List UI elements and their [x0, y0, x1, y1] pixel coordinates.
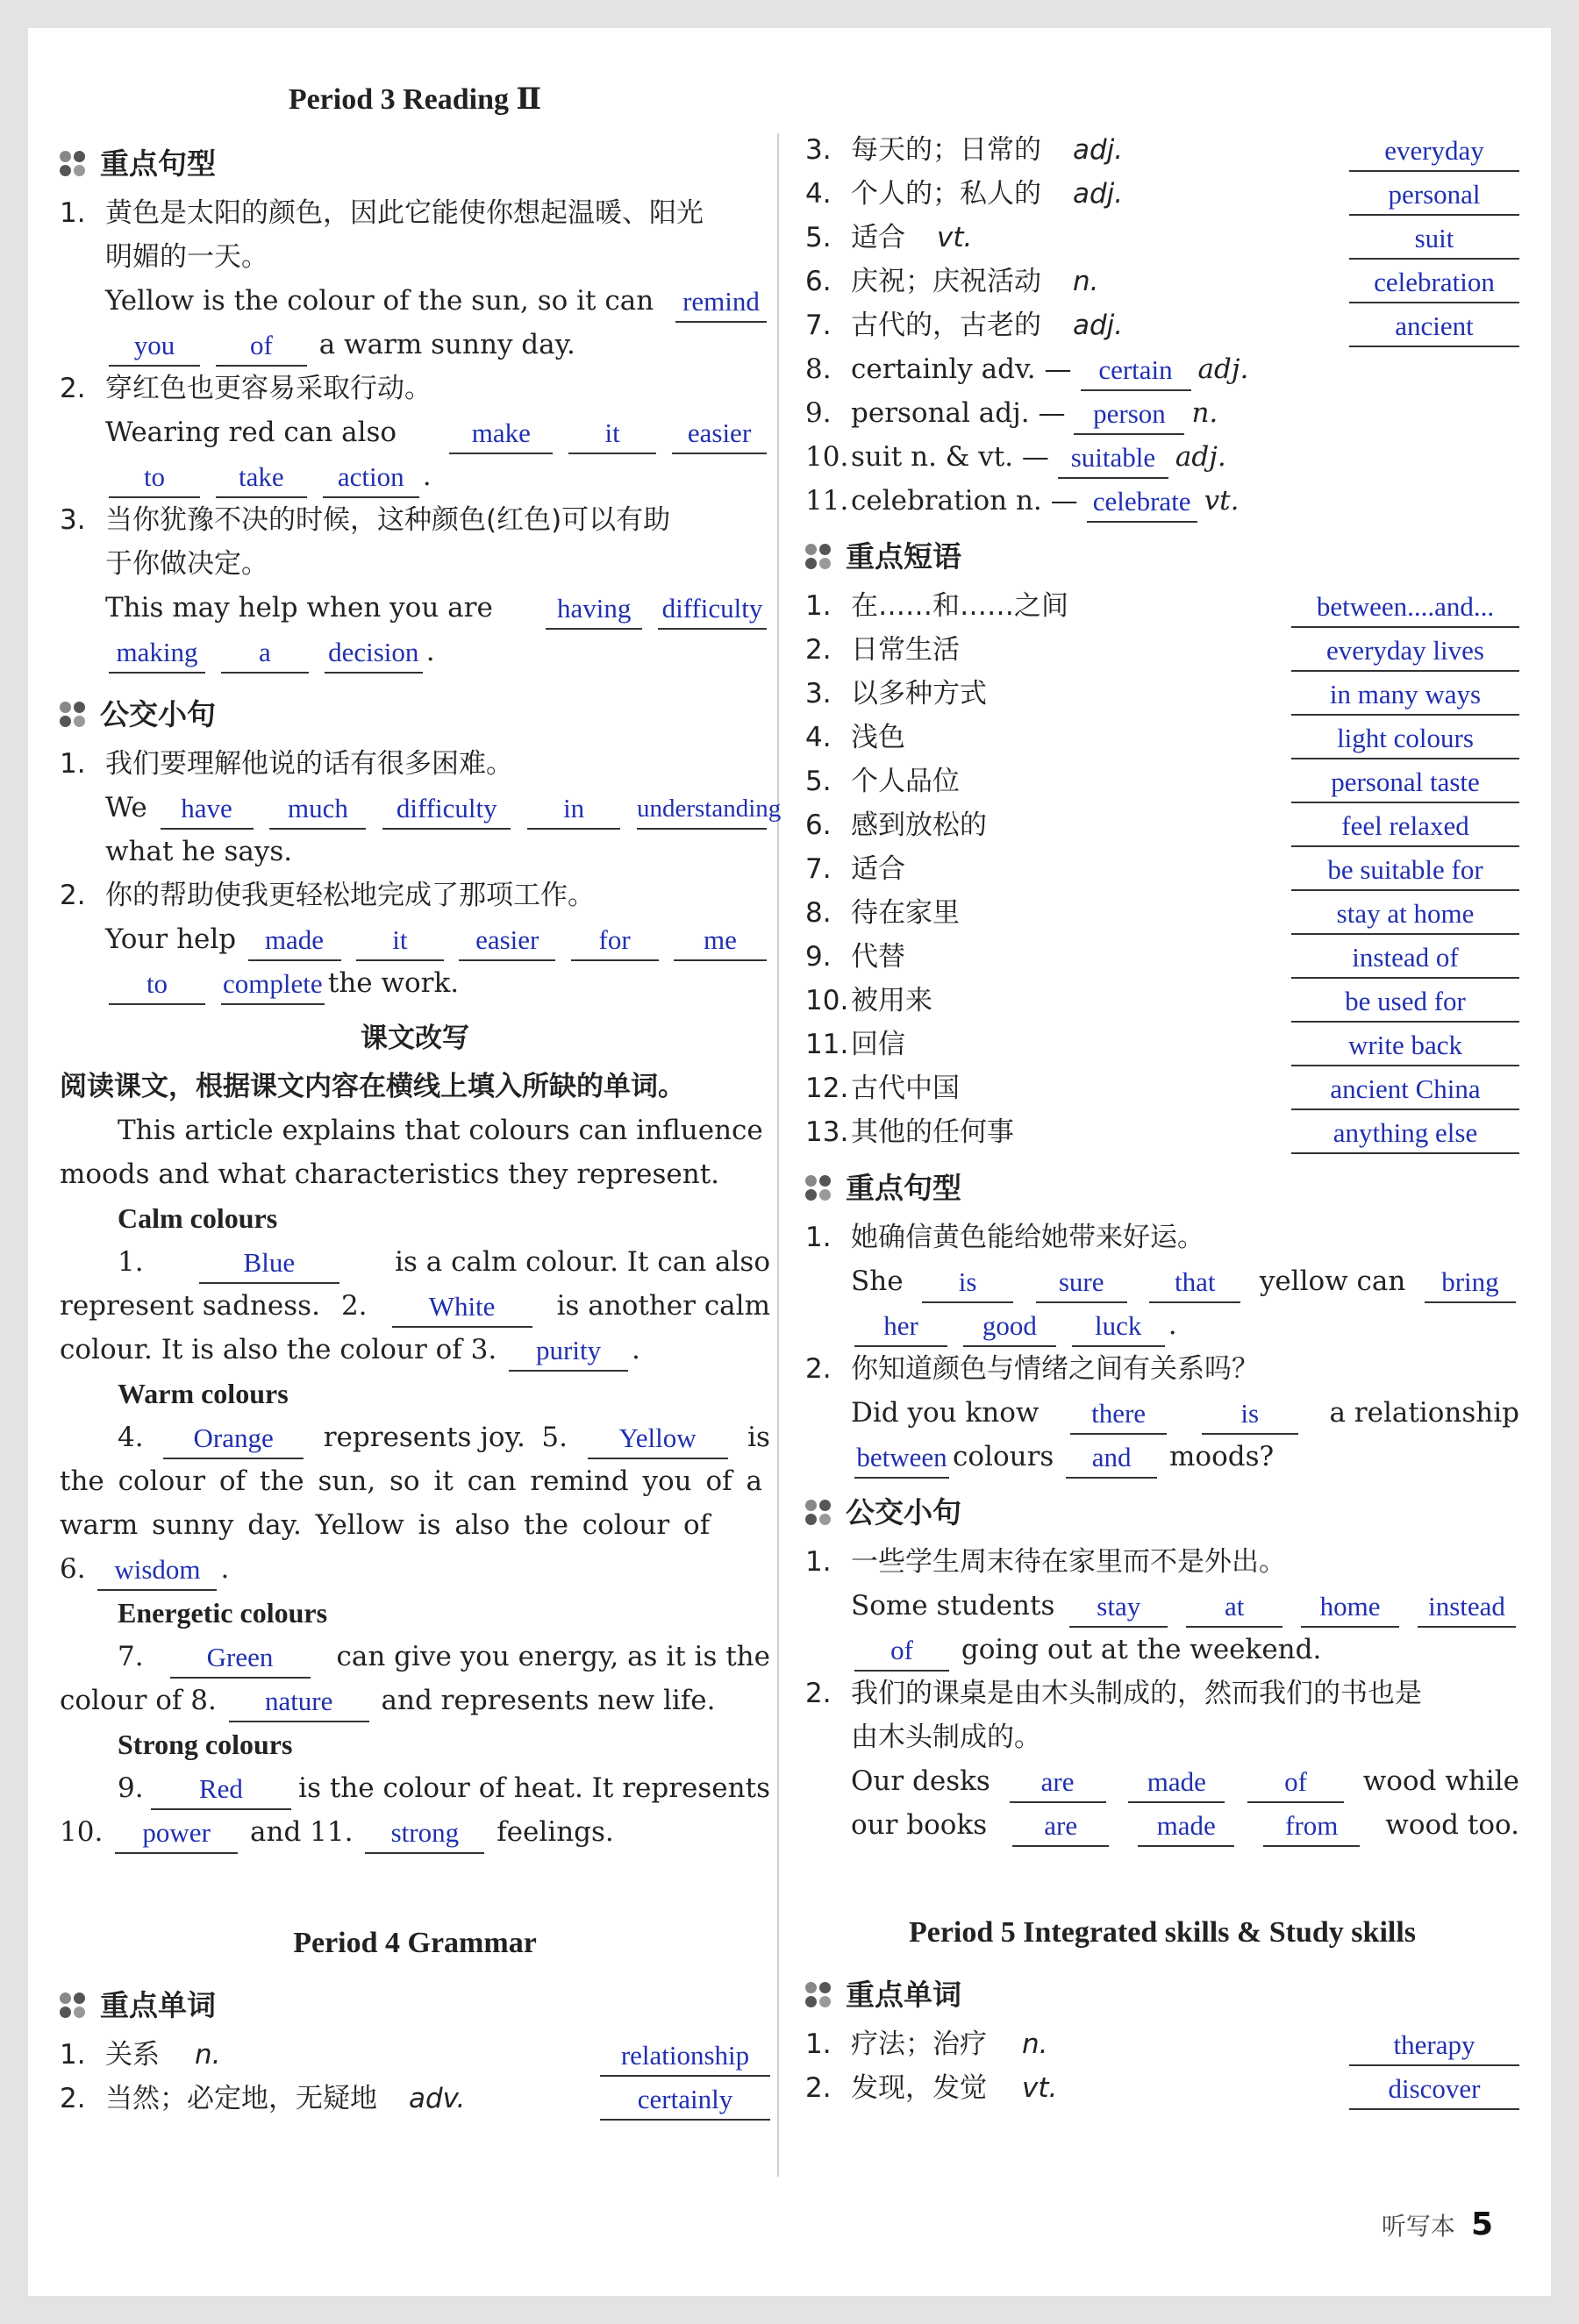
answer-blank: White	[392, 1289, 532, 1328]
section-key-words: 重点单词	[60, 1978, 770, 2033]
answer-blank: decision	[325, 635, 423, 674]
phrase-cn: 回信	[851, 1029, 905, 1060]
sentence-cn: 她确信黄色能给她带来好运。	[851, 1222, 1204, 1253]
answer-blank: celebrate	[1087, 484, 1197, 523]
passage-text: is a calm colour. It can also	[395, 1246, 770, 1278]
section-bullet-icon	[805, 1175, 835, 1201]
answer-blank: action	[323, 460, 419, 498]
sentence-en: Your help	[105, 923, 237, 955]
phrase-cn: 被用来	[851, 985, 932, 1016]
passage-text: colour. It is also the colour of 3.	[60, 1334, 497, 1365]
section-key-sentences: 重点句型	[60, 137, 770, 191]
answer-blank: everyday lives	[1291, 633, 1519, 672]
answer-blank: it	[568, 416, 656, 454]
answer-blank: take	[216, 460, 307, 498]
passage-text: is	[747, 1422, 770, 1453]
sentence-cn: 于你做决定。	[105, 548, 268, 580]
phrase-cn: 其他的任何事	[851, 1116, 1014, 1148]
answer-blank: of	[216, 328, 307, 367]
answer-blank: discover	[1349, 2071, 1519, 2110]
answer-blank: understanding	[637, 791, 767, 830]
answer-blank: stay at home	[1291, 896, 1519, 935]
answer-blank: relationship	[600, 2038, 770, 2077]
answer-blank: making	[109, 635, 205, 674]
passage-text: represents joy.	[323, 1422, 525, 1453]
answer-blank: is	[922, 1265, 1013, 1303]
sentence-en: We	[105, 792, 147, 823]
page-number: 5	[1470, 2206, 1493, 2242]
answer-blank: instead	[1418, 1589, 1516, 1628]
vocab-row: 4. 个人的；私人的 adj. personal	[805, 172, 1519, 216]
answer-blank: you	[109, 328, 200, 367]
workbook-page	[28, 28, 1551, 2296]
answer-blank: light colours	[1291, 721, 1519, 759]
left-column: Period 3 Reading Ⅱ 重点句型 1. 黄色是太阳的颜色，因此它能使你想起温暖、阳光 明媚的一天。 Yellow is the colour of the sun, so it can remind you of a warm sunny day. 2. 穿红色也更容易采取行动。 Wearing red can also make it easier to take action . 3. 当你犹豫不决的时候，这种颜色(红色)可以有助 于你做决定。 This may help when you are having difficulty making a decision . 公交小句 1. 我们要理解他说的话有很多困难。 We have much difficulty in understanding what he says. 2. 你的帮助使我更轻松地完成了那项工作。 Your help made it easier for me to complete the work. 课文改写 阅读课文，根据课文内容在横线上填入所缺的单词。 This article explains that colours can influence moods and what characteristics they represent. Calm colours 1. Blue is a calm colour. It can also represent sadness. 2. White is another calm colour. It is also the colour of 3. purity . Warm colours 4. Orange represents joy. 5. Yellow is the colour of the sun, so it can remind you of a warm sunny day. Yellow is also the colour of 6. wisdom . Energetic colours 7. Green can give you energy, as it is the colour of 8. nature and represents new life. Strong colours 9. Red is the colour of heat. It represents 10. power and 11. strong feelings. Period 4 Grammar 重点单词 1. 关系 n. relationship 2. 当然；必定地，无疑地 adv. certainly	[60, 28, 770, 2296]
vocab-cn: 疗法；治疗	[851, 2028, 987, 2060]
answer-blank: person	[1074, 396, 1184, 435]
column-divider	[777, 133, 779, 2177]
rewrite-title: 课文改写	[361, 1023, 469, 1054]
phrase-row: 13. 其他的任何事 anything else	[805, 1110, 1519, 1154]
answer-blank: Yellow	[588, 1421, 728, 1459]
answer-blank: easier	[459, 923, 555, 961]
period5-title: Period 5 Integrated skills & Study skills	[908, 1916, 1417, 1949]
vocab-row: 3. 每天的；日常的 adj. everyday	[805, 128, 1519, 172]
answer-blank: at	[1186, 1589, 1282, 1628]
phrase-row: 4. 浅色 light colours	[805, 716, 1519, 759]
answer-blank: Green	[170, 1640, 311, 1679]
sentence-en: the work.	[327, 967, 460, 999]
vocab-cn: 个人的；私人的	[851, 178, 1041, 210]
answer-blank: Blue	[199, 1245, 339, 1284]
answer-blank: me	[674, 923, 767, 961]
rewrite-instructions: 阅读课文，根据课文内容在横线上填入所缺的单词。	[60, 1071, 685, 1102]
answer-blank: complete	[221, 966, 325, 1005]
answer-blank: is	[1202, 1396, 1298, 1435]
section-bus-sentences: 公交小句	[60, 688, 770, 742]
phrase-cn: 在……和……之间	[851, 590, 1068, 622]
vocab-row: 6. 庆祝；庆祝活动 n. celebration	[805, 260, 1519, 303]
answer-blank: power	[115, 1815, 238, 1854]
passage-text: and 11.	[250, 1816, 354, 1848]
vocab-row: 5. 适合 vt. suit	[805, 216, 1519, 260]
subheading-warm: Warm colours	[118, 1378, 289, 1409]
section-key-phrases: 重点短语	[805, 530, 1519, 584]
answer-blank: feel relaxed	[1291, 809, 1519, 847]
vocab-cn: 发现，发觉	[851, 2072, 987, 2104]
section-bullet-icon	[60, 1993, 89, 2019]
subheading-energetic: Energetic colours	[118, 1597, 328, 1629]
answer-blank: Red	[151, 1772, 291, 1810]
sentence-cn: 一些学生周末待在家里而不是外出。	[851, 1546, 1286, 1578]
section-bus-sentences: 公交小句	[805, 1486, 1519, 1540]
passage-text: feelings.	[497, 1816, 614, 1848]
sentence-cn: 由木头制成的。	[851, 1722, 1041, 1753]
answer-blank: remind	[675, 284, 767, 323]
section-bullet-icon	[805, 1982, 835, 2008]
answer-blank: are	[1012, 1808, 1109, 1847]
passage-text: is another calm	[556, 1290, 770, 1322]
passage-text: is the colour of heat. It represents	[298, 1772, 770, 1804]
sentence-en: Wearing red can also	[105, 417, 397, 448]
answer-blank: home	[1301, 1589, 1399, 1628]
sentence-en: This may help when you are	[105, 592, 493, 624]
vocab-cn: 每天的；日常的	[851, 134, 1041, 166]
sentence-cn: 你知道颜色与情绪之间有关系吗？	[851, 1353, 1259, 1385]
answer-blank: be used for	[1291, 984, 1519, 1023]
answer-blank: be suitable for	[1291, 852, 1519, 891]
passage-text: warm sunny day. Yellow is also the colour of	[60, 1509, 711, 1541]
phrase-cn: 待在家里	[851, 897, 960, 929]
answer-blank: good	[963, 1308, 1056, 1347]
phrase-row: 12. 古代中国 ancient China	[805, 1066, 1519, 1110]
answer-blank: there	[1070, 1396, 1167, 1435]
phrase-cn: 浅色	[851, 722, 905, 753]
answer-blank: to	[109, 460, 200, 498]
answer-blank: that	[1149, 1265, 1240, 1303]
phrase-row: 9. 代替 instead of	[805, 935, 1519, 979]
phrase-row: 5. 个人品位 personal taste	[805, 759, 1519, 803]
section-bullet-icon	[805, 1500, 835, 1526]
answer-blank: celebration	[1349, 265, 1519, 303]
answer-blank: between....and...	[1291, 589, 1519, 628]
answer-blank: having	[546, 591, 642, 630]
answer-blank: made	[1128, 1764, 1225, 1803]
answer-blank: suit	[1349, 221, 1519, 260]
answer-blank: in	[527, 791, 620, 830]
answer-blank: made	[248, 923, 341, 961]
vocab-cn: 古代的，古老的	[851, 310, 1041, 341]
answer-blank: difficulty	[658, 591, 767, 630]
sentence-cn: 明媚的一天。	[105, 241, 268, 273]
section-key-sentences: 重点句型	[805, 1161, 1519, 1215]
deriv-word: suit n. & vt. —	[851, 441, 1049, 473]
phrase-cn: 日常生活	[851, 634, 960, 666]
answer-blank: bring	[1425, 1265, 1516, 1303]
sentence-cn: 你的帮助使我更轻松地完成了那项工作。	[105, 880, 595, 911]
vocab-row: 7. 古代的，古老的 adj. ancient	[805, 303, 1519, 347]
passage-text: can give you energy, as it is the	[336, 1641, 770, 1672]
answer-blank: strong	[365, 1815, 484, 1854]
deriv-row: 9. personal adj. — person n.	[805, 391, 1519, 435]
answer-blank: sure	[1036, 1265, 1127, 1303]
section-key-words: 重点单词	[805, 1968, 1519, 2022]
passage-text: the colour of the sun, so it can remind you of a	[60, 1465, 762, 1497]
phrase-cn: 感到放松的	[851, 809, 987, 841]
answer-blank: for	[571, 923, 659, 961]
deriv-row: 11. celebration n. — celebrate vt.	[805, 479, 1519, 523]
phrase-cn: 适合	[851, 853, 905, 885]
phrase-cn: 个人品位	[851, 766, 960, 797]
answer-blank: ancient China	[1291, 1072, 1519, 1110]
answer-blank: are	[1010, 1764, 1106, 1803]
answer-blank: in many ways	[1291, 677, 1519, 716]
section-bullet-icon	[805, 544, 835, 570]
deriv-row: 10. suit n. & vt. — suitable adj.	[805, 435, 1519, 479]
answer-blank: it	[356, 923, 444, 961]
answer-blank: have	[161, 791, 254, 830]
sentence-cn: 穿红色也更容易采取行动。	[105, 373, 432, 404]
answer-blank: certain	[1081, 353, 1191, 391]
answer-blank: difficulty	[382, 791, 511, 830]
vocab-cn: 关系	[105, 2039, 160, 2071]
answer-blank: instead of	[1291, 940, 1519, 979]
answer-blank: easier	[672, 416, 767, 454]
answer-blank: of	[1247, 1764, 1344, 1803]
passage-text: colour of 8.	[60, 1685, 217, 1716]
answer-blank: and	[1066, 1440, 1157, 1479]
phrase-row: 7. 适合 be suitable for	[805, 847, 1519, 891]
answer-blank: personal	[1349, 177, 1519, 216]
subheading-calm: Calm colours	[118, 1202, 278, 1234]
phrase-row: 3. 以多种方式 in many ways	[805, 672, 1519, 716]
answer-blank: make	[449, 416, 553, 454]
passage-text: represent sadness.	[60, 1290, 320, 1322]
answer-blank: much	[269, 791, 366, 830]
sentence-cn: 我们要理解他说的话有很多困难。	[105, 748, 513, 780]
sentence-cn: 我们的课桌是由木头制成的，然而我们的书也是	[851, 1678, 1422, 1709]
answer-blank: nature	[229, 1684, 369, 1722]
page-footer: 听写本 5	[1381, 2206, 1493, 2242]
answer-blank: of	[854, 1633, 949, 1672]
answer-blank: wisdom	[97, 1552, 217, 1591]
passage-text: This article explains that colours can influence	[118, 1115, 763, 1146]
vocab-cn: 庆祝；庆祝活动	[851, 266, 1041, 297]
sentence-en: what he says.	[105, 836, 293, 867]
answer-blank: her	[854, 1308, 947, 1347]
answer-blank: to	[109, 966, 205, 1005]
phrase-row: 11. 回信 write back	[805, 1023, 1519, 1066]
answer-blank: certainly	[600, 2082, 770, 2121]
answer-blank: suitable	[1058, 440, 1168, 479]
sentence-cn: 当你犹豫不决的时候，这种颜色(红色)可以有助	[105, 504, 671, 536]
answer-blank: therapy	[1349, 2028, 1519, 2066]
sentence-en: Yellow is the colour of the sun, so it can	[105, 285, 654, 317]
subheading-strong: Strong colours	[118, 1729, 293, 1760]
period3-title: Period 3 Reading Ⅱ	[288, 83, 542, 116]
sentence-en: a warm sunny day.	[318, 329, 575, 360]
answer-blank: from	[1263, 1808, 1360, 1847]
answer-blank: purity	[509, 1333, 628, 1372]
period4-title: Period 4 Grammar	[293, 1927, 537, 1959]
answer-blank: Orange	[163, 1421, 304, 1459]
answer-blank: anything else	[1291, 1116, 1519, 1154]
answer-blank: made	[1138, 1808, 1234, 1847]
phrase-cn: 古代中国	[851, 1073, 960, 1104]
phrase-cn: 以多种方式	[851, 678, 987, 709]
answer-blank: personal taste	[1291, 765, 1519, 803]
section-bullet-icon	[60, 151, 89, 177]
phrase-row: 1. 在……和……之间 between....and...	[805, 584, 1519, 628]
deriv-word: certainly adv. —	[851, 353, 1072, 385]
deriv-word: personal adj. —	[851, 397, 1066, 429]
vocab-cn: 适合	[851, 222, 905, 253]
answer-blank: a	[221, 635, 309, 674]
phrase-row: 2. 日常生活 everyday lives	[805, 628, 1519, 672]
answer-blank: between	[854, 1440, 949, 1479]
answer-blank: stay	[1069, 1589, 1168, 1628]
deriv-row: 8. certainly adv. — certain adj.	[805, 347, 1519, 391]
passage-text: moods and what characteristics they represent.	[60, 1158, 720, 1190]
sentence-cn: 黄色是太阳的颜色，因此它能使你想起温暖、阳光	[105, 197, 704, 229]
answer-blank: ancient	[1349, 309, 1519, 347]
phrase-row: 6. 感到放松的 feel relaxed	[805, 803, 1519, 847]
passage-text: and represents new life.	[381, 1685, 716, 1716]
answer-blank: luck	[1072, 1308, 1165, 1347]
right-column: 3. 每天的；日常的 adj. everyday 4. 个人的；私人的 adj. personal 5. 适合 vt. suit 6. 庆祝；庆祝活动 n. celebration 7. 古代的，古老的 adj. ancient 8. certainly adv. — certain adj. 9. personal adj. — person n. 10. suit n. & vt. — suitable adj. 11. celebration n. — celebrate vt. 重点短语 1. 在……和……之间 between....and... 2. 日常生活 everyday lives 3. 以多种方式 in many ways 4. 浅色 light colours 5. 个人品位 personal taste 6. 感到放松的 feel relaxed 7. 适合 be suitable for 8. 待在家里 stay at home 9. 代替 instead of 10. 被用来 be used for 11. 回信 write back 12. 古代中国 ancient China 13. 其他的任何事 anything else 重点句型 1. 她确信黄色能给她带来好运。 She is sure that yellow can bring her good luck . 2. 你知道颜色与情绪之间有关系吗？ Did you know there is a relationship between colours and moods? 公交小句 1. 一些学生周末待在家里而不是外出。 Some students stay at home instead of going out at the weekend. 2. 我们的课桌是由木头制成的，然而我们的书也是 由木头制成的。 Our desks are made of wood while our books are made from wood too. Period 5 Integrated skills & Study skills 重点单词 1. 疗法；治疗 n. therapy 2. 发现，发觉 vt. discover	[805, 28, 1519, 2296]
deriv-word: celebration n. —	[851, 485, 1078, 517]
answer-blank: write back	[1291, 1028, 1519, 1066]
phrase-row: 8. 待在家里 stay at home	[805, 891, 1519, 935]
section-bullet-icon	[60, 702, 89, 728]
vocab-cn: 当然；必定地，无疑地	[105, 2083, 377, 2114]
phrase-cn: 代替	[851, 941, 905, 973]
answer-blank: everyday	[1349, 133, 1519, 172]
phrase-row: 10. 被用来 be used for	[805, 979, 1519, 1023]
